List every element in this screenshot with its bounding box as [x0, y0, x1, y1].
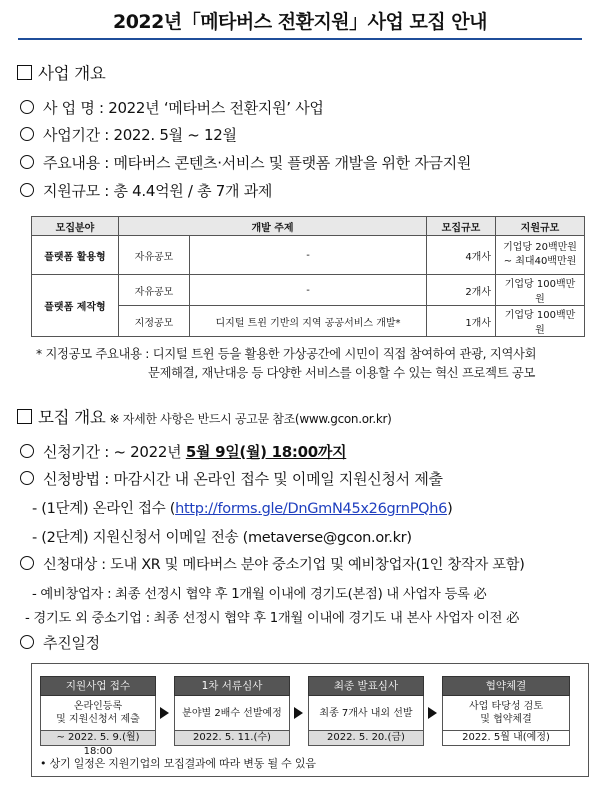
recruit-method: 신청방법 : 마감시간 내 온라인 접수 및 이메일 지원신청서 제출	[20, 468, 443, 489]
table-cell-field: 플랫폼 제작형	[32, 275, 119, 337]
schedule-step-date: 2022. 5. 20.(금)	[308, 731, 424, 746]
table-cell-support: 기업당 20백만원 ~ 최대40백만원	[496, 236, 585, 275]
overview-item-period: 사업기간 : 2022. 5월 ~ 12월	[20, 124, 237, 145]
table-cell-topic: 디지털 트윈 기반의 지역 공공서비스 개발*	[190, 306, 427, 337]
recruit-target-sub2: - 경기도 외 중소기업 : 최종 선정시 협약 후 1개월 이내에 경기도 내 본사 사업자 이전 必	[25, 611, 520, 626]
schedule-note: • 상기 일정은 지원기업의 모집결과에 따라 변동 될 수 있음	[40, 757, 316, 770]
schedule-step-date: ~ 2022. 5. 9.(월) 18:00	[40, 731, 156, 746]
recruit-target-sub1: - 예비창업자 : 최종 선정시 협약 후 1개월 이내에 경기도(본점) 내 사업자 등록 必	[32, 587, 487, 602]
table-cell-type: 지정공모	[119, 306, 190, 337]
table-cell-count: 4개사	[427, 236, 496, 275]
checkbox-square-icon	[17, 409, 32, 424]
table-header-row	[32, 217, 585, 236]
arrow-right-icon	[160, 707, 169, 719]
recruit-heading: 모집 개요 ※ 자세한 사항은 반드시 공고문 참조(www.gcon.or.kr)	[17, 404, 392, 428]
schedule-step-header: 지원사업 접수	[40, 676, 156, 696]
table-cell-count: 2개사	[427, 275, 496, 306]
overview-item-content: 주요내용 : 메타버스 콘텐츠·서비스 및 플랫폼 개발을 위한 자금지원	[20, 152, 471, 173]
recruitment-table	[31, 216, 585, 337]
schedule-step-date: 2022. 5. 11.(수)	[174, 731, 290, 746]
schedule-step-header: 최종 발표심사	[308, 676, 424, 696]
deadline-text: 5월 9일(월) 18:00까지	[185, 443, 347, 461]
application-form-link[interactable]: http://forms.gle/DnGmN45x26grnPQh6	[175, 501, 448, 517]
schedule-step-body: 온라인등록 및 지원신청서 제출	[40, 696, 156, 731]
table-footnote: * 지정공모 주요내용 : 디지털 트윈 등을 활용한 가상공간에 시민이 직접 참여하여 관광, 지역사회 문제해결, 재난대응 등 다양한 서비스를 이용할 수 있는 혁신 프로젝트 공모	[36, 347, 537, 380]
table-header: 개발 주제	[119, 217, 427, 236]
title-divider	[18, 38, 582, 40]
table-cell-type: 자유공모	[119, 275, 190, 306]
circle-bullet-icon	[20, 556, 34, 570]
circle-bullet-icon	[20, 183, 34, 197]
table-row	[32, 236, 585, 275]
overview-item-name: 사 업 명 : 2022년 ‘메타버스 전환지원’ 사업	[20, 97, 324, 118]
checkbox-square-icon	[17, 65, 32, 80]
arrow-right-icon	[294, 707, 303, 719]
circle-bullet-icon	[20, 635, 34, 649]
recruit-step2: - (2단계) 지원신청서 이메일 전송 (metaverse@gcon.or.kr)	[32, 530, 412, 546]
table-cell-count: 1개사	[427, 306, 496, 337]
recruit-schedule-label: 추진일정	[20, 632, 100, 653]
overview-item-scale: 지원규모 : 총 4.4억원 / 총 7개 과제	[20, 180, 272, 201]
overview-heading: 사업 개요	[17, 60, 106, 84]
table-cell-topic: -	[190, 236, 427, 275]
circle-bullet-icon	[20, 155, 34, 169]
circle-bullet-icon	[20, 127, 34, 141]
table-header: 모집규모	[427, 217, 496, 236]
table-cell-support: 기업당 100백만원	[496, 306, 585, 337]
recruit-target: 신청대상 : 도내 XR 및 메타버스 분야 중소기업 및 예비창업자(1인 창작자 포함)	[20, 554, 525, 574]
schedule-step	[174, 676, 290, 746]
circle-bullet-icon	[20, 100, 34, 114]
recruit-period: 신청기간 : ~ 2022년 5월 9일(월) 18:00까지	[20, 441, 346, 462]
schedule-step	[442, 676, 570, 746]
recruit-note: ※ 자세한 사항은 반드시 공고문 참조(www.gcon.or.kr)	[109, 412, 392, 426]
circle-bullet-icon	[20, 444, 34, 458]
schedule-diagram	[31, 663, 589, 777]
table-cell-field: 플랫폼 활용형	[32, 236, 119, 275]
page-title: 2022년「메타버스 전환지원」사업 모집 안내	[112, 11, 488, 33]
arrow-right-icon	[428, 707, 437, 719]
table-cell-type: 자유공모	[119, 236, 190, 275]
schedule-step-body: 최종 7개사 내외 선발	[308, 696, 424, 731]
schedule-step-header: 1차 서류심사	[174, 676, 290, 696]
schedule-step	[40, 676, 156, 757]
schedule-step-date: 2022. 5월 내(예정)	[442, 731, 570, 746]
table-cell-support: 기업당 100백만원	[496, 275, 585, 306]
table-cell-topic: -	[190, 275, 427, 306]
schedule-step-body: 사업 타당성 검토 및 협약체결	[442, 696, 570, 731]
schedule-step-body: 분야별 2배수 선발예정	[174, 696, 290, 731]
table-row	[32, 275, 585, 306]
schedule-step	[308, 676, 424, 746]
table-header: 지원규모	[496, 217, 585, 236]
circle-bullet-icon	[20, 471, 34, 485]
recruit-step1: - (1단계) 온라인 접수 (http://forms.gle/DnGmN45x26grnPQh6)	[32, 501, 453, 517]
table-header: 모집분야	[32, 217, 119, 236]
schedule-step-header: 협약체결	[442, 676, 570, 696]
